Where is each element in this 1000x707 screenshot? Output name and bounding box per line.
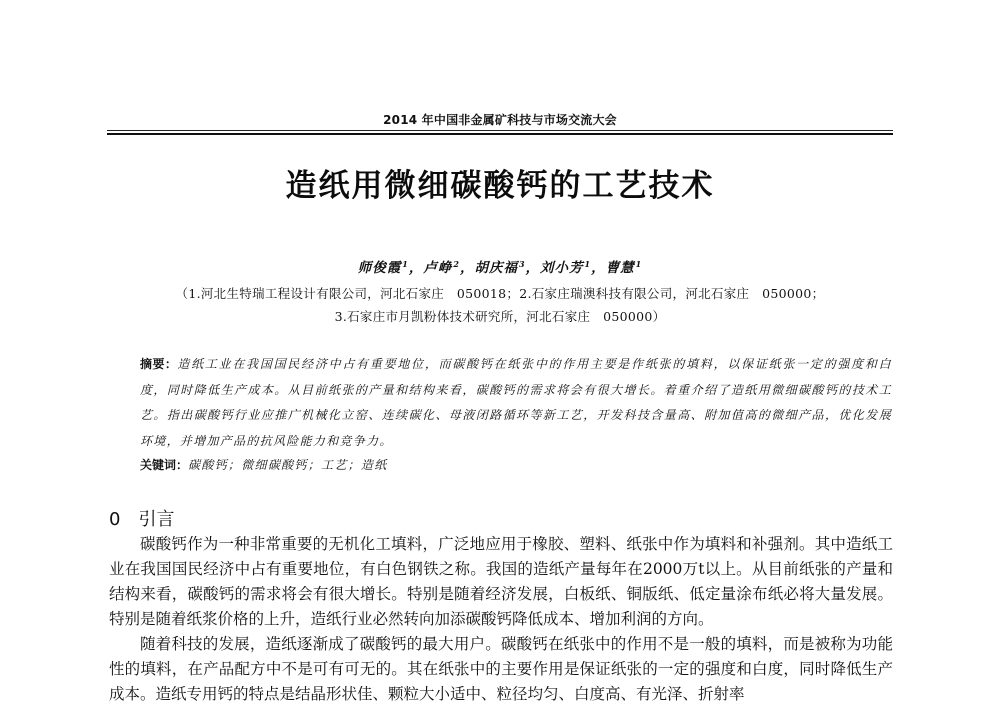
author-name: 胡庆福 — [474, 260, 518, 276]
keywords-label: 关键词： — [140, 458, 189, 472]
section-heading — [109, 505, 174, 531]
author-name: 刘小芳 — [540, 260, 584, 276]
author-name: 师俊霞 — [357, 260, 402, 276]
abstract — [140, 352, 892, 454]
author-list — [0, 256, 1000, 276]
header-rule-thin — [107, 130, 893, 131]
author-separator: ， — [525, 260, 541, 276]
author-affil-mark: 1 — [402, 258, 409, 269]
author-separator: ， — [591, 260, 606, 276]
author-affil-mark: 1 — [635, 258, 643, 269]
conference-header: 2014 年中国非金属矿科技与市场交流大会 — [383, 113, 617, 127]
abstract-label: 摘要： — [140, 357, 178, 371]
keywords-text: 碳酸钙；微细碳酸钙；工艺；造纸 — [188, 458, 388, 472]
section-title: 引言 — [138, 509, 175, 530]
author-affil-mark: 3 — [518, 258, 526, 269]
section-number: 0 — [109, 509, 121, 530]
affiliation-line-1: （1.河北生特瑞工程设计有限公司，河北石家庄 050018；2.石家庄瑞澳科技有限公司，河北石家庄 050000； — [175, 286, 825, 301]
keywords — [140, 456, 892, 473]
author-separator: ， — [408, 260, 424, 276]
author-affil-mark: 2 — [453, 258, 460, 269]
abstract-text: 造纸工业在我国国民经济中占有重要地位，而碳酸钙在纸张中的作用主要是作纸张的填料，以保证纸张一定的强度和白度，同时降低生产成本。从目前纸张的产量和结构来看，碳酸钙的需求将会有很大增长。着重介绍了造纸用微细碳酸钙的技术工艺。指出碳酸钙行业应推广机械化立窑、连续碳化、母液闭路循环等新工艺，开发科技含量高、附加值高的微细产品，优化发展环境，并增加产品的抗风险能力和竞争力。 — [140, 357, 892, 448]
affiliation-line-2: 3.石家庄市月凯粉体技术研究所，河北石家庄 050000） — [334, 309, 666, 324]
author-name: 卢峥 — [423, 260, 453, 276]
paragraph: 碳酸钙作为一种非常重要的无机化工填料，广泛地应用于橡胶、塑料、纸张中作为填料和补强剂。其中造纸工业在我国国民经济中占有重要地位，有白色钢铁之称。我国的造纸产量每年在2000万t以上。从目前纸张的产量和结构来看，碳酸钙的需求将会有很大增长。特别是随着经济发展，白板纸、铜版纸、低定量涂布纸必将大量发展。特别是随着纸浆价格的上升，造纸行业必然转向加添碳酸钙降低成本、增加利润的方向。 — [109, 535, 893, 628]
author-name: 曹慧 — [605, 260, 635, 276]
author-affil-mark: 1 — [584, 258, 592, 269]
header-rule-thick — [107, 133, 893, 135]
paragraph: 随着科技的发展，造纸逐渐成了碳酸钙的最大用户。碳酸钙在纸张中的作用不是一般的填料，而是被称为功能性的填料，在产品配方中不是可有可无的。其在纸张中的主要作用是保证纸张的一定的强度和白度，同时降低生产成本。造纸专用钙的特点是结晶形状佳、颗粒大小适中、粒径均匀、白度高、有光泽、折射率 — [109, 635, 893, 703]
paper-title: 造纸用微细碳酸钙的工艺技术 — [285, 168, 715, 204]
author-separator: ， — [459, 260, 475, 276]
body-text — [109, 532, 893, 707]
